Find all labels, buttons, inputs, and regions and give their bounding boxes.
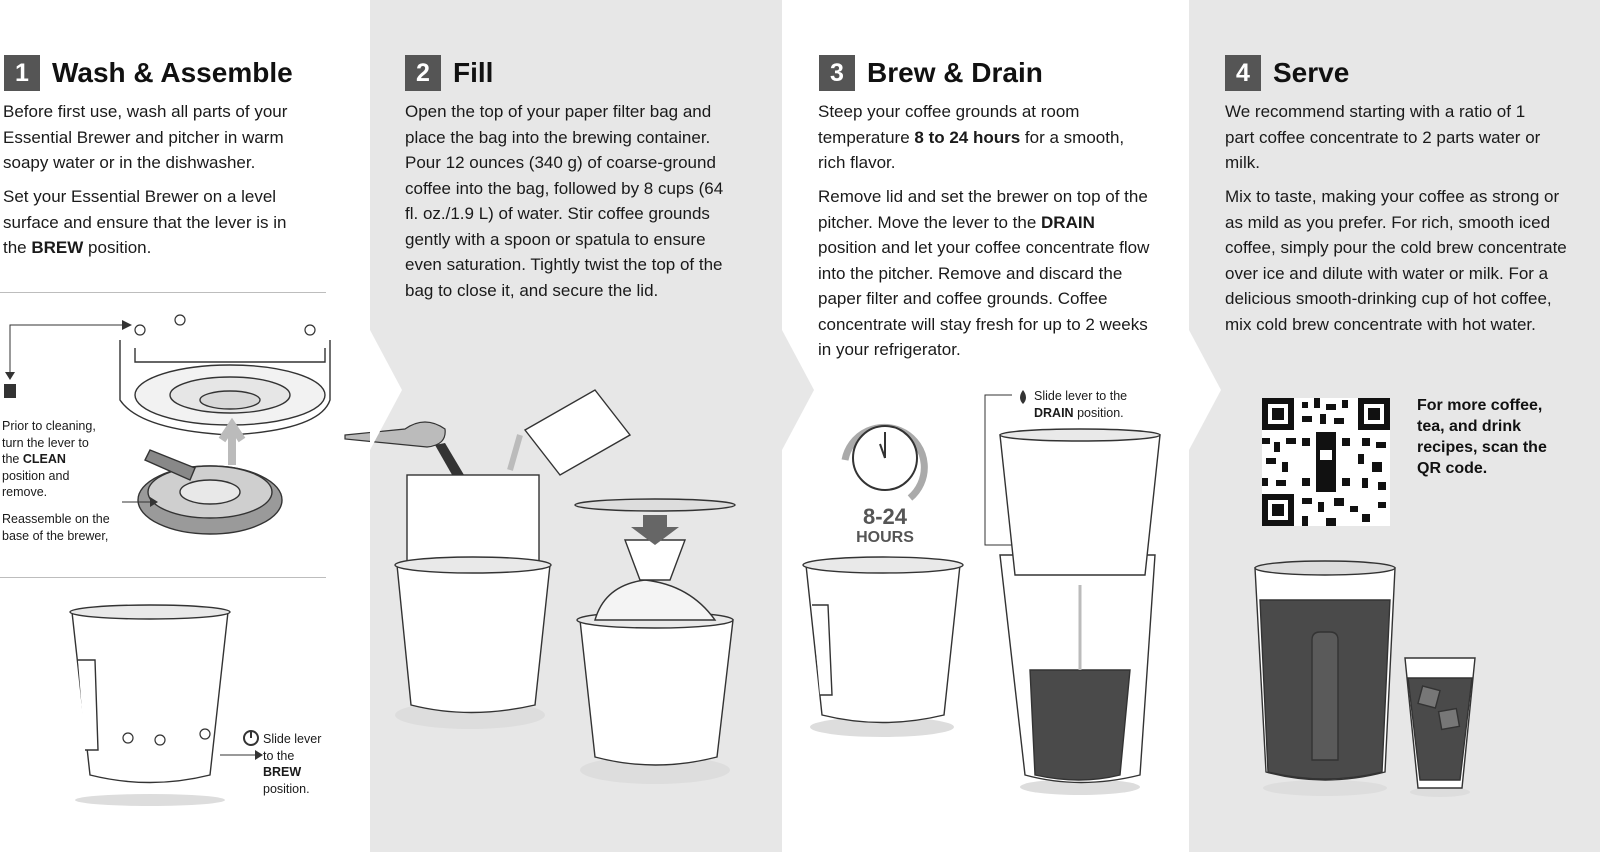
divider — [0, 292, 326, 293]
step-2-number: 2 — [405, 55, 441, 91]
fill-illustration — [345, 385, 765, 795]
step-1-title: Wash & Assemble — [52, 57, 293, 88]
divider — [0, 577, 326, 578]
note-slide-brew: Slide lever to the BREW position. — [263, 732, 322, 796]
step-2-para-1: Open the top of your paper filter bag and place the bag into the brewing container. Pour 12 ounces (340 g) of coarse-ground coffee into the bag, followed by 8 cups (64 fl. oz./1.9 L) of water. Stir coffee grounds gently with a spoon or spatula to ensure even saturation. Tightly twist the top of the bag to close it, and secure the lid. — [405, 102, 724, 300]
step-3-number: 3 — [819, 55, 855, 91]
hours-label: HOURS — [856, 529, 914, 546]
step-4-para-1: We recommend starting with a ratio of 1 part coffee concentrate to 2 parts water or milk. — [1225, 102, 1541, 172]
hours-value: 8-24 — [862, 504, 908, 529]
step-4-para-2: Mix to taste, making your coffee as strong or as mild as you prefer. For rich, smooth iced coffee, simply pour the cold brew concentrate over ice and dilute with water or milk. For a delicious smooth-drinking cup of hot coffee, mix cold brew concentrate with hot water. — [1225, 187, 1567, 334]
step-4-heading — [1225, 55, 1349, 91]
step-1-heading — [4, 55, 293, 91]
lever-removal-illustration — [0, 300, 350, 560]
brewer-steeping-illustration — [800, 555, 970, 735]
step-2-title: Fill — [453, 57, 494, 88]
step-3-para-1: Steep your coffee grounds at room temperature 8 to 24 hours for a smooth, rich flavor. — [818, 102, 1125, 172]
pitcher-and-glass-illustration — [1250, 560, 1480, 800]
clock-icon — [830, 410, 940, 510]
step-4-title: Serve — [1273, 57, 1350, 88]
brewer-container-illustration — [60, 600, 260, 800]
step-3-para-2: Remove lid and set the brewer on top of the pitcher. Move the lever to the DRAIN position and let your coffee concentrate flow into the pitcher. Remove and discard the paper filter and coffee grounds. Coffee concentrate will stay fresh for up to 2 weeks in your refrigerator. — [818, 187, 1150, 359]
lever-brew-icon — [242, 729, 260, 747]
chevron-divider-1-icon — [370, 330, 402, 450]
step-3-title: Brew & Drain — [867, 57, 1043, 88]
step-4-number: 4 — [1225, 55, 1261, 91]
qr-caption: For more coffee, tea, and drink recipes, scan the QR code. — [1417, 397, 1547, 477]
hours-readout — [845, 505, 925, 547]
note-clean: Prior to cleaning, turn the lever to the CLEAN position and remove. — [2, 419, 96, 499]
step-3-heading — [819, 55, 1043, 91]
note-slide-drain: Slide lever to the DRAIN position. — [1034, 389, 1128, 420]
step-1-para-1: Before first use, wash all parts of your Essential Brewer and pitcher in warm soapy water or in the dishwasher. — [3, 102, 288, 172]
pitcher-draining-illustration — [980, 395, 1170, 795]
step-1-para-2: Set your Essential Brewer on a level surface and ensure that the lever is in the BREW position. — [3, 187, 287, 257]
qr-code[interactable] — [1262, 398, 1390, 526]
step-1-number: 1 — [4, 55, 40, 91]
chevron-divider-2-icon — [782, 330, 814, 450]
step-2-heading — [405, 55, 493, 91]
chevron-divider-3-icon — [1189, 330, 1221, 450]
note-reassemble: Reassemble on the base of the brewer, — [2, 512, 110, 543]
